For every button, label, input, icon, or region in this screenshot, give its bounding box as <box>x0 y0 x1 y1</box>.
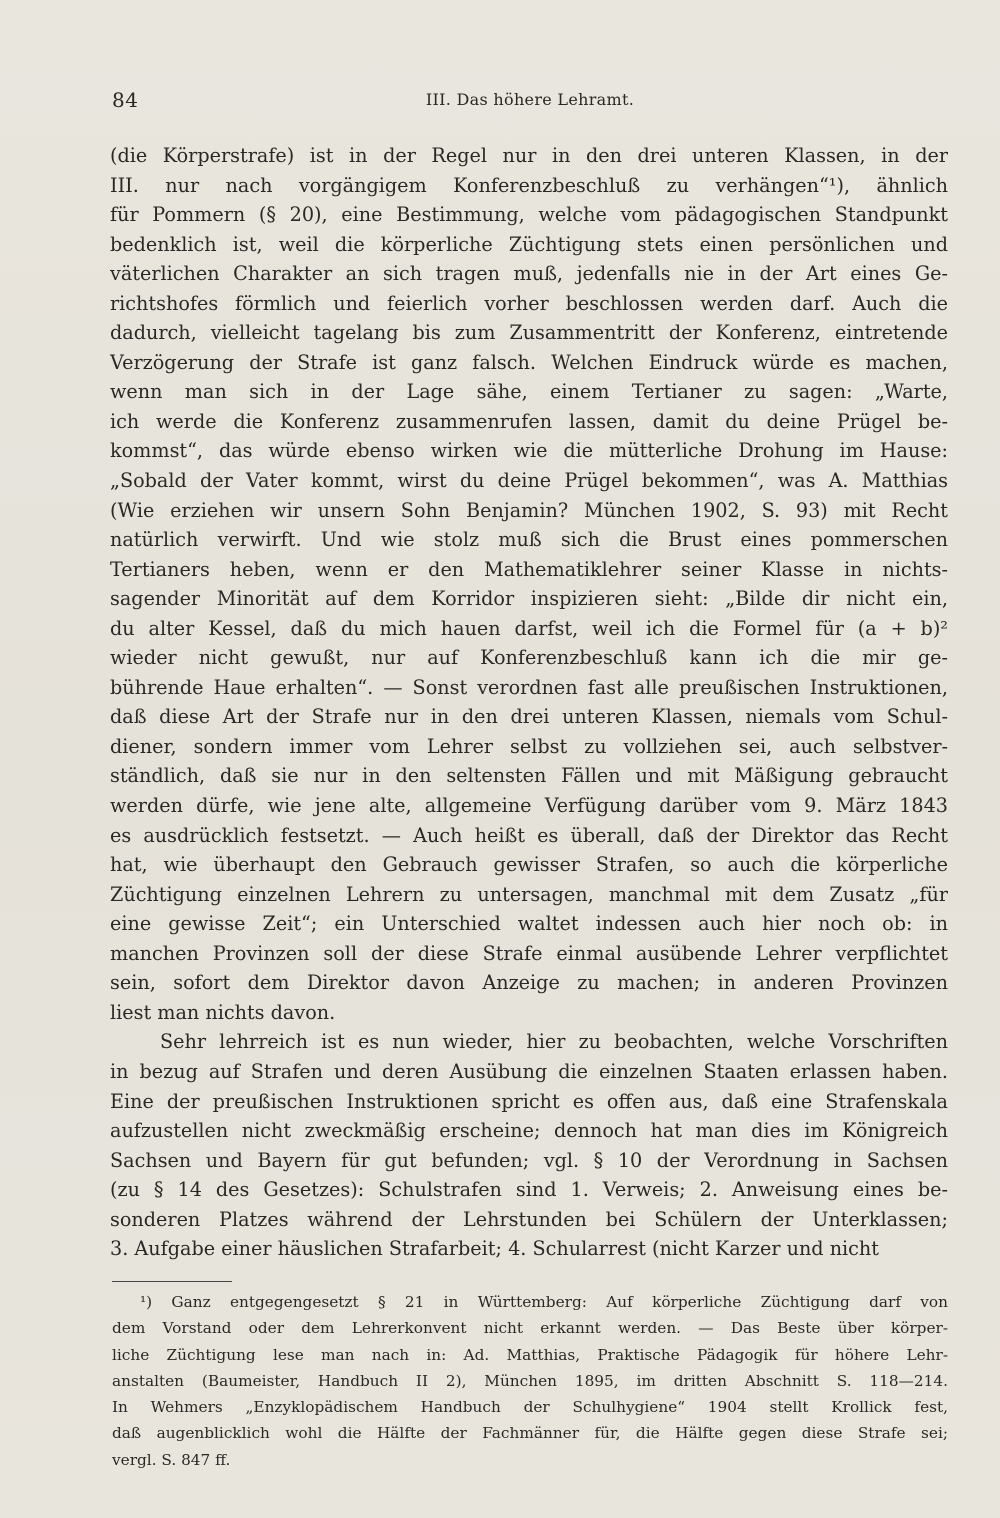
footnote-line: In Wehmers „Enzyklopädischem Handbuch der Schulhygiene“ 1904 stellt Krollick fest, <box>112 1398 948 1417</box>
text-line: kommst“, das würde ebenso wirken wie die mütterliche Drohung im Hause: <box>110 439 948 463</box>
text-line: diener, sondern immer vom Lehrer selbst zu vollziehen sei, auch selbstver- <box>110 734 948 758</box>
text-line: ständlich, daß sie nur in den seltensten Fällen und mit Mäßigung gebraucht <box>110 764 948 788</box>
text-line: Züchtigung einzelnen Lehrern zu untersagen, manchmal mit dem Zusatz „für <box>110 882 948 906</box>
text-line: bührende Haue erhalten“. — Sonst verordnen fast alle preußischen Instruktionen, <box>110 675 948 699</box>
text-line: hat, wie überhaupt den Gebrauch gewisser Strafen, so auch die körperliche <box>110 853 948 877</box>
text-line: Verzögerung der Strafe ist ganz falsch. Welchen Eindruck würde es machen, <box>110 350 948 374</box>
text-line: ich werde die Konferenz zusammenrufen lassen, damit du deine Prügel be- <box>110 409 948 433</box>
text-line: wieder nicht gewußt, nur auf Konferenzbeschluß kann ich die mir ge- <box>110 646 948 670</box>
page-header <box>112 88 948 118</box>
footnote-line: dem Vorstand oder dem Lehrerkonvent nicht erkannt werden. — Das Beste über körper- <box>112 1319 948 1338</box>
body-text <box>110 141 948 1264</box>
text-line: (Wie erziehen wir unsern Sohn Benjamin? München 1902, S. 93) mit Recht <box>110 498 948 522</box>
text-line: Tertianers heben, wenn er den Mathematiklehrer seiner Klasse in nichts- <box>110 557 948 581</box>
footnote-line: vergl. S. 847 ff. <box>112 1450 231 1469</box>
footnote-line: liche Züchtigung lese man nach in: Ad. Matthias, Praktische Pädagogik für höhere Lehr- <box>112 1345 948 1364</box>
text-line: (zu § 14 des Gesetzes): Schulstrafen sind 1. Verweis; 2. Anweisung eines be- <box>110 1178 948 1202</box>
text-line: Sehr lehrreich ist es nun wieder, hier zu beobachten, welche Vorschriften <box>160 1030 948 1054</box>
text-line: werden dürfe, wie jene alte, allgemeine Verfügung darüber vom 9. März 1843 <box>110 794 948 818</box>
page-number: 84 <box>112 88 139 112</box>
text-line: dadurch, vielleicht tagelang bis zum Zusammentritt der Konferenz, eintretende <box>110 321 948 345</box>
text-line: väterlichen Charakter an sich tragen muß, jedenfalls nie in der Art eines Ge- <box>110 262 948 286</box>
footnote <box>112 1289 948 1473</box>
text-line: Sachsen und Bayern für gut befunden; vgl. § 10 der Verordnung in Sachsen <box>110 1148 948 1172</box>
text-line: liest man nichts davon. <box>110 1000 336 1024</box>
footnote-line: anstalten (Baumeister, Handbuch II 2), München 1895, im dritten Abschnitt S. 118—214. <box>112 1371 948 1390</box>
text-line: natürlich verwirft. Und wie stolz muß sich die Brust eines pommerschen <box>110 528 948 552</box>
text-line: aufzustellen nicht zweckmäßig erscheine; dennoch hat man dies im Königreich <box>110 1119 948 1143</box>
text-line: „Sobald der Vater kommt, wirst du deine Prügel bekommen“, was A. Matthias <box>110 469 948 493</box>
text-line: du alter Kessel, daß du mich hauen darfst, weil ich die Formel für (a + b)² <box>110 616 948 640</box>
footnote-rule <box>112 1281 232 1282</box>
text-line: es ausdrücklich festsetzt. — Auch heißt es überall, daß der Direktor das Recht <box>110 823 948 847</box>
text-line: eine gewisse Zeit“; ein Unterschied waltet indessen auch hier noch ob: in <box>110 912 948 936</box>
text-line: sonderen Platzes während der Lehrstunden bei Schülern der Unterklassen; <box>110 1207 948 1231</box>
text-line: sagender Minorität auf dem Korridor inspizieren sieht: „Bilde dir nicht ein, <box>110 587 948 611</box>
text-line: III. nur nach vorgängigem Konferenzbeschluß zu verhängen“¹), ähnlich <box>110 173 948 197</box>
text-line: Eine der preußischen Instruktionen spricht es offen aus, daß eine Strafenskala <box>110 1089 948 1113</box>
footnote-line: ¹) Ganz entgegengesetzt § 21 in Württemberg: Auf körperliche Züchtigung darf von <box>140 1293 948 1311</box>
text-line: in bezug auf Strafen und deren Ausübung die einzelnen Staaten erlassen haben. <box>110 1059 948 1083</box>
text-line: 3. Aufgabe einer häuslichen Strafarbeit; 4. Schularrest (nicht Karzer und nicht <box>110 1237 879 1261</box>
text-line: wenn man sich in der Lage sähe, einem Tertianer zu sagen: „Warte, <box>110 380 948 404</box>
text-line: manchen Provinzen soll der diese Strafe einmal ausübende Lehrer verpflichtet <box>110 941 948 965</box>
text-line: für Pommern (§ 20), eine Bestimmung, welche vom pädagogischen Standpunkt <box>110 203 948 227</box>
footnote-line: daß augenblicklich wohl die Hälfte der Fachmänner für, die Hälfte gegen diese Strafe sei; <box>112 1424 948 1443</box>
text-line: richtshofes förmlich und feierlich vorher beschlossen werden darf. Auch die <box>110 291 948 315</box>
text-line: bedenklich ist, weil die körperliche Züchtigung stets einen persönlichen und <box>110 232 948 256</box>
text-line: sein, sofort dem Direktor davon Anzeige zu machen; in anderen Provinzen <box>110 971 948 995</box>
running-head: III. Das höhere Lehramt. <box>425 90 635 109</box>
text-line: (die Körperstrafe) ist in der Regel nur in den drei unteren Klassen, in der <box>110 144 948 167</box>
text-line: daß diese Art der Strafe nur in den drei unteren Klassen, niemals vom Schul- <box>110 705 948 729</box>
